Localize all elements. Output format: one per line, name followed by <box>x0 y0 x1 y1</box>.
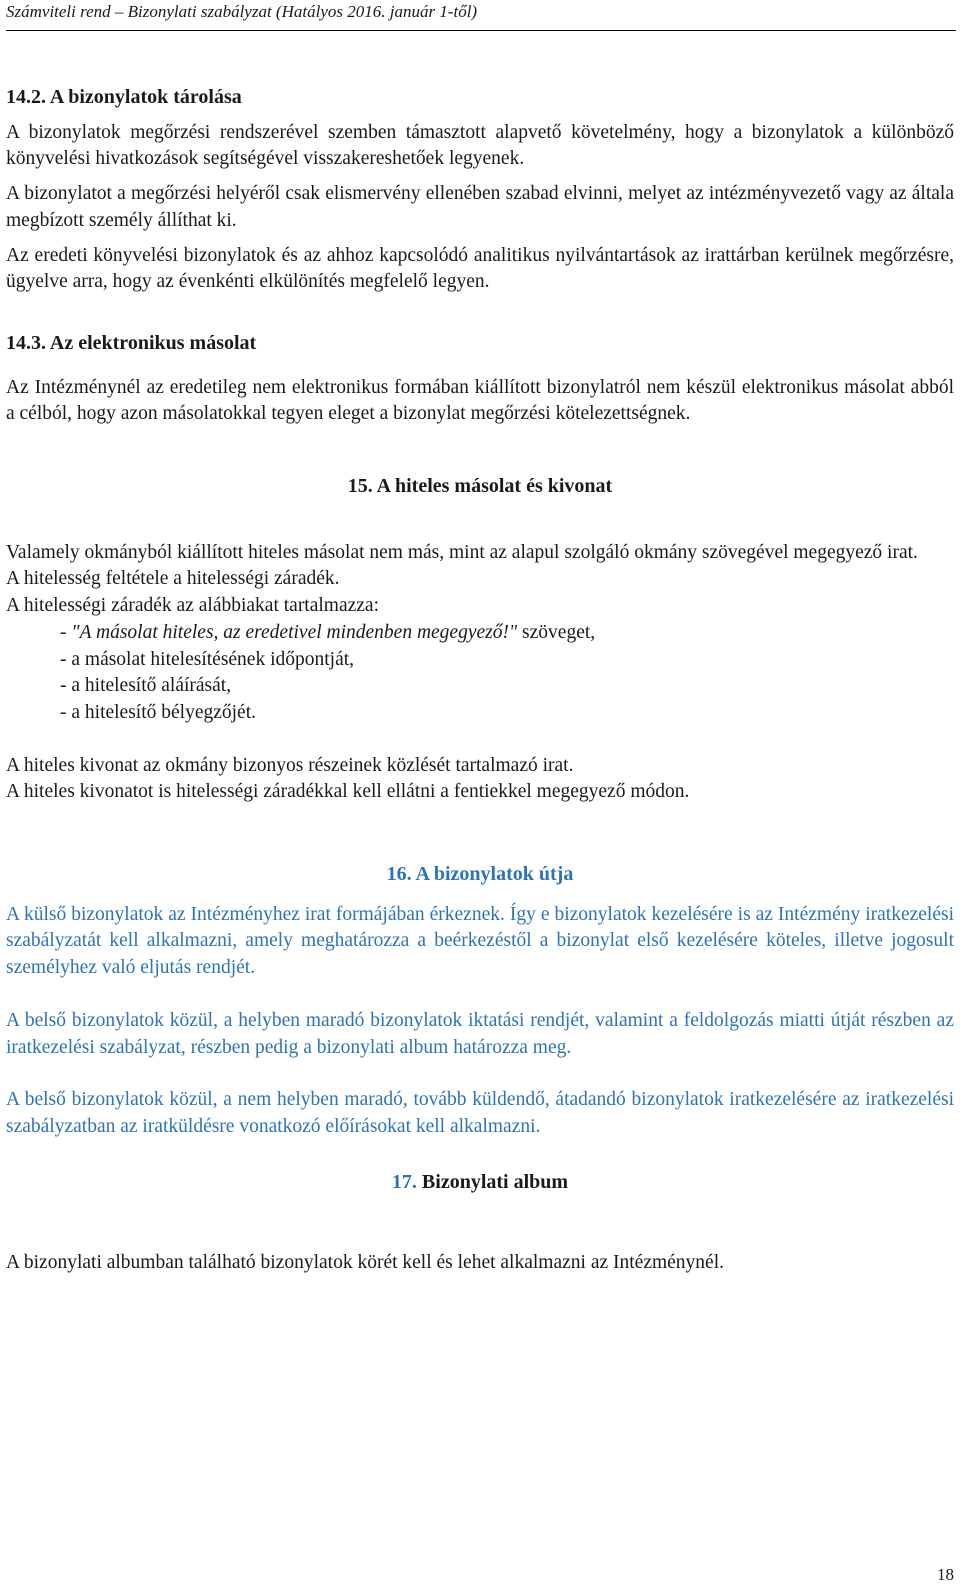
paragraph-16-1: A külső bizonylatok az Intézményhez irat formájában érkeznek. Így e bizonylatok kezelésére is az Intézmény iratkezelési szabályzatát kell alkalmazni, amely meghatározza a beérkezéstől a bizonylat első kezelésére köteles, illetve jogosult személyhez való eljutás rendjét. <box>6 903 954 979</box>
heading-14-3: 14.3. Az elektronikus másolat <box>6 331 257 354</box>
paragraph-17-1: A bizonylati albumban található bizonylatok körét kell és lehet alkalmazni az Intézménynél. <box>6 1252 724 1274</box>
paragraph-15-4: A hiteles kivonat az okmány bizonyos részeinek közlését tartalmazó irat. <box>6 754 574 776</box>
page-body <box>6 60 954 1277</box>
clause-list <box>6 620 954 727</box>
heading-17 <box>6 1169 954 1196</box>
list-item: - a másolat hitelesítésének időpontját, <box>60 648 355 670</box>
list-item: - a hitelesítő aláírását, <box>60 675 232 697</box>
heading-17-number: 17. <box>391 1170 417 1193</box>
paragraph-14-2-3: Az eredeti könyvelési bizonylatok és az ahhoz kapcsolódó analitikus nyilvántartások az irattárban kerülnek megőrzésre, ügyelve arra, hogy az évenkénti elkülönítés megfelelő legyen. <box>6 244 954 293</box>
paragraph-15-5: A hiteles kivonatot is hitelességi záradékkal kell ellátni a fentiekkel megegyező módon. <box>6 781 690 803</box>
paragraph-15-3: A hitelességi záradék az alábbiakat tartalmazza: <box>6 595 380 617</box>
paragraph-15-1: Valamely okmányból kiállított hiteles másolat nem más, mint az alapul szolgáló okmány szövegével megegyező irat. <box>6 541 918 563</box>
heading-16: 16. A bizonylatok útja <box>386 863 574 886</box>
list-item: - "A másolat hiteles, az eredetivel mindenben megegyező!" szöveget, <box>60 621 596 643</box>
paragraph-16-3: A belső bizonylatok közül, a nem helyben maradó, tovább küldendő, átadandó bizonylatok iratkezelésére az iratkezelési szabályzatban az iratküldésre vonatkozó előírásokat kell alkalmazni. <box>6 1089 954 1137</box>
paragraph-14-3-1: Az Intézménynél az eredetileg nem elektronikus formában kiállított bizonylatról nem készül elektronikus másolat abból a célból, hogy azon másolatokkal tegyen eleget a bizonylat megőrzési kötelezettségnek. <box>6 376 954 425</box>
paragraph-14-2-1: A bizonylatok megőrzési rendszerével szemben támasztott alapvető követelmény, hogy a bizonylatok a különböző könyvelési hivatkozások segítségével visszakereshetőek legyenek. <box>6 121 954 170</box>
paragraph-15-2: A hitelesség feltétele a hitelességi záradék. <box>6 568 340 590</box>
heading-17-title: Bizonylati album <box>421 1170 569 1193</box>
paragraph-14-2-2: A bizonylatot a megőrzési helyéről csak elismervény ellenében szabad elvinni, melyet az intézményvezető vagy az általa megbízott személy állíthat ki. <box>6 183 954 231</box>
running-header: Számviteli rend – Bizonylati szabályzat (Hatályos 2016. január 1-től) <box>6 0 956 31</box>
heading-14-2: 14.2. A bizonylatok tárolása <box>6 86 242 108</box>
page-number: 18 <box>937 1565 954 1584</box>
paragraph-16-2: A belső bizonylatok közül, a helyben maradó bizonylatok iktatási rendjét, valamint a feldolgozás miatti útját részben az iratkezelési szabályzat, részben pedig a bizonylati album határozza meg. <box>6 1009 954 1058</box>
heading-15: 15. A hiteles másolat és kivonat <box>347 475 613 498</box>
list-item: - a hitelesítő bélyegzőjét. <box>60 701 257 723</box>
